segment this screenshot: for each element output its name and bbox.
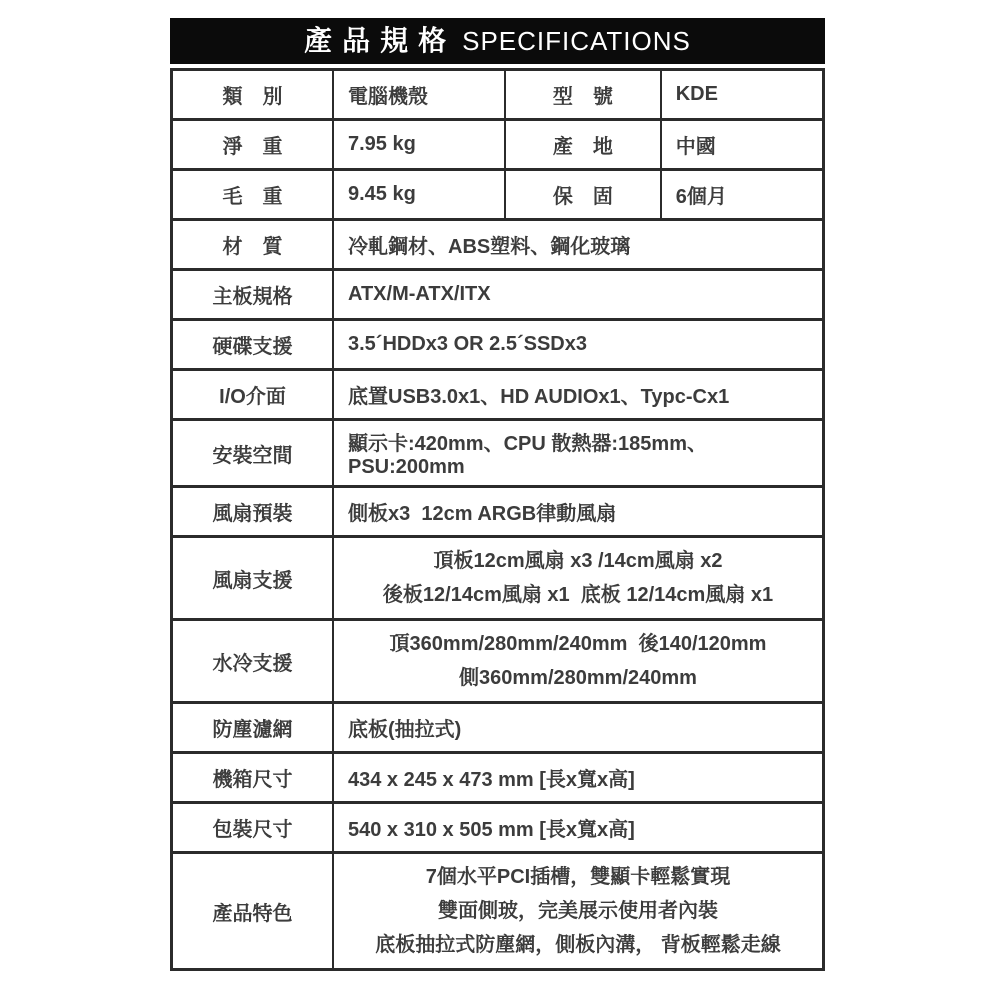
spec-label-case-size: 機箱尺寸: [212, 769, 293, 791]
spec-value-line: 側360mm/280mm/240mm: [459, 667, 697, 689]
spec-label-package-size: 包裝尺寸: [212, 819, 293, 841]
spec-value-fan-support: [332, 538, 822, 618]
spec-value-warranty: 6個月: [660, 171, 822, 218]
spec-value-model: KDE: [660, 71, 822, 118]
spec-value-material: 冷軋鋼材、ABS塑料、鋼化玻璃: [332, 221, 822, 268]
spec-value-gross-weight: 9.45 kg: [332, 171, 504, 218]
spec-value-radiator-support: [332, 621, 822, 701]
spec-row-netweight-origin: [173, 118, 822, 168]
spec-label-warranty: 保 固: [504, 171, 660, 218]
spec-label-category: 類 別: [222, 86, 283, 108]
spec-value-origin: 中國: [660, 121, 822, 168]
spec-row-features: [173, 851, 822, 968]
spec-label-dust-filter: 防塵濾網: [212, 719, 293, 741]
spec-label-gross-weight: 毛 重: [222, 186, 283, 208]
spec-label-io: I/O介面: [219, 386, 286, 408]
spec-row-package-size: [173, 801, 822, 851]
spec-row-dust-filter: [173, 701, 822, 751]
spec-row-clearance: [173, 418, 822, 485]
spec-label-net-weight: 淨 重: [222, 136, 283, 158]
spec-row-io: [173, 368, 822, 418]
spec-value-line: 頂360mm/280mm/240mm 後140/120mm: [389, 633, 767, 655]
spec-row-radiator-support: [173, 618, 822, 701]
spec-value-dust-filter: 底板(抽拉式): [332, 704, 822, 751]
spec-value-category: 電腦機殼: [332, 71, 504, 118]
spec-title-zh: 產品規格: [304, 25, 457, 56]
spec-label-drive-support: 硬碟支援: [212, 336, 293, 358]
spec-row-motherboard: [173, 268, 822, 318]
spec-sheet: [170, 18, 825, 971]
spec-value-drive-support: 3.5´HDDx3 OR 2.5´SSDx3: [332, 321, 822, 368]
spec-header-bar: [170, 18, 825, 64]
spec-value-features: [332, 854, 822, 968]
spec-value-io: 底置USB3.0x1、HD AUDIOx1、Typc-Cx1: [332, 371, 822, 418]
spec-title-en: SPECIFICATIONS: [462, 26, 691, 56]
spec-value-line: 雙面側玻，完美展示使用者內裝: [438, 900, 718, 922]
spec-label-model: 型 號: [504, 71, 660, 118]
spec-value-clearance: 顯示卡:420mm、CPU 散熱器:185mm、PSU:200mm: [332, 421, 822, 485]
spec-label-fans-included: 風扇預裝: [212, 503, 293, 525]
spec-table: [170, 68, 825, 971]
spec-value-line: 底板抽拉式防塵網，側板內溝， 背板輕鬆走線: [375, 934, 781, 956]
spec-label-motherboard: 主板規格: [212, 286, 293, 308]
spec-row-category-model: [173, 71, 822, 118]
spec-row-grossweight-warranty: [173, 168, 822, 218]
spec-value-case-size: 434 x 245 x 473 mm [長x寬x高]: [332, 754, 822, 801]
spec-value-package-size: 540 x 310 x 505 mm [長x寬x高]: [332, 804, 822, 851]
spec-label-origin: 產 地: [504, 121, 660, 168]
spec-value-net-weight: 7.95 kg: [332, 121, 504, 168]
spec-label-clearance: 安裝空間: [212, 444, 293, 467]
spec-label-material: 材 質: [222, 236, 283, 258]
spec-label-fan-support: 風扇支援: [212, 569, 293, 592]
spec-value-line: 7個水平PCI插槽，雙顯卡輕鬆實現: [425, 866, 731, 888]
spec-value-line: 頂板12cm風扇 x3 /14cm風扇 x2: [433, 550, 723, 572]
spec-row-drive-support: [173, 318, 822, 368]
spec-row-fan-support: [173, 535, 822, 618]
spec-row-material: [173, 218, 822, 268]
spec-label-features: 產品特色: [212, 902, 293, 925]
spec-label-radiator-support: 水冷支援: [212, 652, 293, 675]
spec-value-motherboard: ATX/M-ATX/ITX: [332, 271, 822, 318]
spec-row-case-size: [173, 751, 822, 801]
spec-value-line: 後板12/14cm風扇 x1 底板 12/14cm風扇 x1: [382, 584, 774, 606]
spec-row-fans-included: [173, 485, 822, 535]
spec-value-fans-included: 側板x3 12cm ARGB律動風扇: [332, 488, 822, 535]
